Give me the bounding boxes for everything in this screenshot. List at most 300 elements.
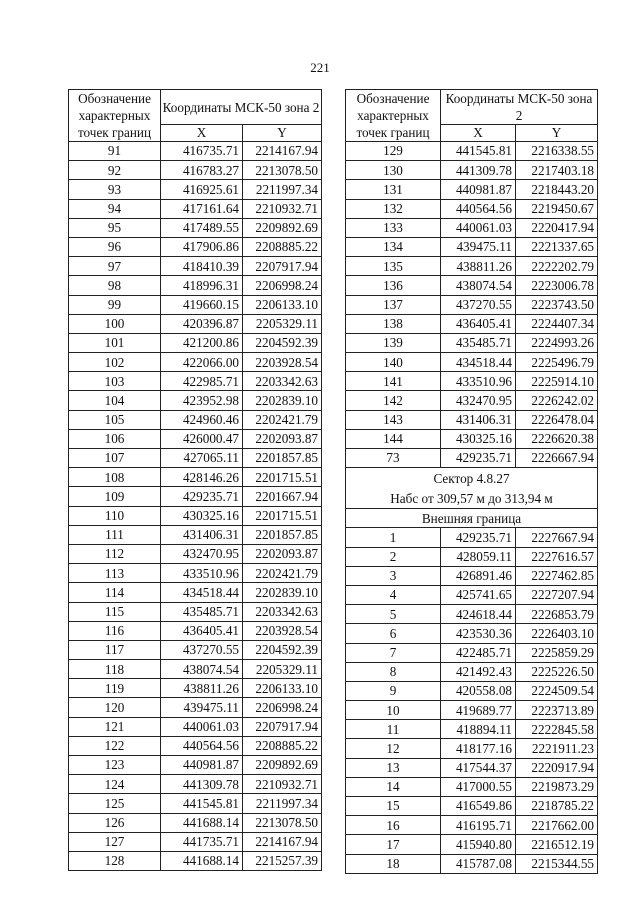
table-row xyxy=(69,564,322,583)
x-coordinate: 423530.36 xyxy=(441,624,516,643)
x-coordinate: 418894.11 xyxy=(441,720,516,739)
point-number: 3 xyxy=(346,566,441,585)
y-coordinate: 2218785.22 xyxy=(516,797,598,816)
x-coordinate: 428146.26 xyxy=(161,468,243,487)
x-coordinate: 440564.56 xyxy=(441,199,516,218)
y-coordinate: 2220917.94 xyxy=(516,758,598,777)
y-coordinate: 2226242.02 xyxy=(516,391,598,410)
point-number: 132 xyxy=(346,199,441,218)
table-row xyxy=(346,333,598,352)
point-number: 137 xyxy=(346,295,441,314)
y-coordinate: 2202421.79 xyxy=(243,410,322,429)
y-coordinate: 2211997.34 xyxy=(243,794,322,813)
point-number: 116 xyxy=(69,621,161,640)
table-row xyxy=(346,854,598,873)
x-coordinate: 434518.44 xyxy=(161,583,243,602)
table-row xyxy=(69,660,322,679)
point-number: 139 xyxy=(346,333,441,352)
y-coordinate: 2222202.79 xyxy=(516,257,598,276)
y-coordinate: 2201857.85 xyxy=(243,449,322,468)
point-number: 16 xyxy=(346,816,441,835)
x-coordinate: 415940.80 xyxy=(441,835,516,854)
point-number: 5 xyxy=(346,605,441,624)
y-coordinate: 2206133.10 xyxy=(243,295,322,314)
point-number: 105 xyxy=(69,410,161,429)
table-row xyxy=(69,851,322,870)
table-row xyxy=(69,698,322,717)
x-coordinate: 433510.96 xyxy=(161,564,243,583)
point-number: 114 xyxy=(69,583,161,602)
y-coordinate: 2202093.87 xyxy=(243,544,322,563)
sector-height-range: Набс от 309,57 м до 313,94 м xyxy=(346,488,598,509)
y-coordinate: 2213078.50 xyxy=(243,813,322,832)
point-number: 113 xyxy=(69,564,161,583)
table-row xyxy=(346,429,598,448)
table-row xyxy=(346,276,598,295)
y-coordinate: 2209892.69 xyxy=(243,218,322,237)
table-row xyxy=(346,257,598,276)
y-coordinate: 2202839.10 xyxy=(243,391,322,410)
y-coordinate: 2220417.94 xyxy=(516,218,598,237)
table-row xyxy=(346,449,598,468)
y-coordinate: 2225914.10 xyxy=(516,372,598,391)
point-number: 119 xyxy=(69,679,161,698)
y-coordinate: 2206998.24 xyxy=(243,276,322,295)
y-coordinate: 2210932.71 xyxy=(243,775,322,794)
sector-boundary-label: Внешняя граница xyxy=(346,509,598,528)
y-coordinate: 2201667.94 xyxy=(243,487,322,506)
x-coordinate: 441688.14 xyxy=(161,813,243,832)
point-number: 13 xyxy=(346,758,441,777)
point-number: 115 xyxy=(69,602,161,621)
point-number: 103 xyxy=(69,372,161,391)
table-row xyxy=(346,353,598,372)
x-coordinate: 418177.16 xyxy=(441,739,516,758)
x-coordinate: 416549.86 xyxy=(441,797,516,816)
table-row xyxy=(69,813,322,832)
right-table-body xyxy=(346,142,598,468)
point-number: 108 xyxy=(69,468,161,487)
point-number: 107 xyxy=(69,449,161,468)
y-coordinate: 2226853.79 xyxy=(516,605,598,624)
table-row xyxy=(346,528,598,547)
page-number: 221 xyxy=(310,60,330,75)
table-row xyxy=(69,276,322,295)
table-row xyxy=(69,237,322,256)
x-coordinate: 429235.71 xyxy=(161,487,243,506)
table-row xyxy=(346,180,598,199)
point-number: 95 xyxy=(69,218,161,237)
x-coordinate: 441309.78 xyxy=(441,161,516,180)
point-number: 9 xyxy=(346,681,441,700)
table-row xyxy=(346,237,598,256)
y-coordinate: 2202839.10 xyxy=(243,583,322,602)
table-row xyxy=(346,566,598,585)
point-number: 96 xyxy=(69,237,161,256)
y-coordinate: 2226403.10 xyxy=(516,624,598,643)
left-table-body xyxy=(69,142,322,871)
x-coordinate: 417161.64 xyxy=(161,199,243,218)
table-row xyxy=(346,662,598,681)
table-row xyxy=(346,199,598,218)
x-coordinate: 424960.46 xyxy=(161,410,243,429)
table-row xyxy=(69,679,322,698)
table-row xyxy=(346,295,598,314)
y-coordinate: 2218443.20 xyxy=(516,180,598,199)
table-row xyxy=(69,429,322,448)
y-coordinate: 2226478.04 xyxy=(516,410,598,429)
point-number: 138 xyxy=(346,314,441,333)
point-number: 135 xyxy=(346,257,441,276)
sector-header-block xyxy=(346,468,598,528)
x-coordinate: 415787.08 xyxy=(441,854,516,873)
point-number: 93 xyxy=(69,180,161,199)
table-row xyxy=(69,333,322,352)
table-row xyxy=(346,142,598,161)
table-row xyxy=(69,775,322,794)
designation-header: Обозначение характерных точек границ xyxy=(69,90,161,142)
x-coordinate: 421200.86 xyxy=(161,333,243,352)
point-number: 123 xyxy=(69,756,161,775)
y-coordinate: 2211997.34 xyxy=(243,180,322,199)
x-coordinate: 419660.15 xyxy=(161,295,243,314)
x-coordinate: 426000.47 xyxy=(161,429,243,448)
x-coordinate: 440981.87 xyxy=(441,180,516,199)
point-number: 141 xyxy=(346,372,441,391)
point-number: 73 xyxy=(346,449,441,468)
y-coordinate: 2219450.67 xyxy=(516,199,598,218)
point-number: 140 xyxy=(346,353,441,372)
x-coordinate: 425741.65 xyxy=(441,585,516,604)
y-coordinate: 2217662.00 xyxy=(516,816,598,835)
y-coordinate: 2207917.94 xyxy=(243,257,322,276)
x-coordinate: 441735.71 xyxy=(161,832,243,851)
table-row xyxy=(346,643,598,662)
x-coordinate: 423952.98 xyxy=(161,391,243,410)
point-number: 10 xyxy=(346,701,441,720)
table-row xyxy=(346,585,598,604)
x-coordinate: 438811.26 xyxy=(441,257,516,276)
table-row xyxy=(69,353,322,372)
coordinates-header: Координаты МСК-50 зона 2 xyxy=(441,90,598,125)
table-row xyxy=(69,525,322,544)
y-coordinate: 2201857.85 xyxy=(243,525,322,544)
x-coordinate: 436405.41 xyxy=(161,621,243,640)
point-number: 12 xyxy=(346,739,441,758)
table-row xyxy=(69,314,322,333)
table-row xyxy=(346,758,598,777)
table-row xyxy=(69,717,322,736)
x-coordinate: 418410.39 xyxy=(161,257,243,276)
table-row xyxy=(69,257,322,276)
x-coordinate: 417489.55 xyxy=(161,218,243,237)
point-number: 109 xyxy=(69,487,161,506)
y-coordinate: 2223006.78 xyxy=(516,276,598,295)
point-number: 112 xyxy=(69,544,161,563)
table-row xyxy=(346,701,598,720)
table-row xyxy=(346,835,598,854)
x-header: X xyxy=(161,125,243,142)
y-coordinate: 2208885.22 xyxy=(243,237,322,256)
x-coordinate: 439475.11 xyxy=(441,237,516,256)
point-number: 100 xyxy=(69,314,161,333)
table-row xyxy=(69,449,322,468)
x-coordinate: 424618.44 xyxy=(441,605,516,624)
y-coordinate: 2227207.94 xyxy=(516,585,598,604)
point-number: 106 xyxy=(69,429,161,448)
table-row xyxy=(346,624,598,643)
point-number: 7 xyxy=(346,643,441,662)
y-coordinate: 2208885.22 xyxy=(243,736,322,755)
point-number: 97 xyxy=(69,257,161,276)
y-coordinate: 2225496.79 xyxy=(516,353,598,372)
table-row xyxy=(69,544,322,563)
table-row xyxy=(69,199,322,218)
table-row xyxy=(346,314,598,333)
table-row xyxy=(346,410,598,429)
point-number: 125 xyxy=(69,794,161,813)
y-coordinate: 2223743.50 xyxy=(516,295,598,314)
point-number: 126 xyxy=(69,813,161,832)
y-coordinate: 2226667.94 xyxy=(516,449,598,468)
x-coordinate: 417000.55 xyxy=(441,777,516,796)
y-coordinate: 2226620.38 xyxy=(516,429,598,448)
point-number: 94 xyxy=(69,199,161,218)
x-coordinate: 433510.96 xyxy=(441,372,516,391)
point-number: 118 xyxy=(69,660,161,679)
y-coordinate: 2222845.58 xyxy=(516,720,598,739)
point-number: 99 xyxy=(69,295,161,314)
table-row xyxy=(69,832,322,851)
x-coordinate: 432470.95 xyxy=(161,544,243,563)
y-coordinate: 2204592.39 xyxy=(243,640,322,659)
table-row xyxy=(346,161,598,180)
point-number: 14 xyxy=(346,777,441,796)
x-coordinate: 435485.71 xyxy=(441,333,516,352)
x-coordinate: 441545.81 xyxy=(441,142,516,161)
table-row xyxy=(69,756,322,775)
y-coordinate: 2202421.79 xyxy=(243,564,322,583)
x-coordinate: 416195.71 xyxy=(441,816,516,835)
table-row xyxy=(346,681,598,700)
x-coordinate: 431406.31 xyxy=(161,525,243,544)
point-number: 117 xyxy=(69,640,161,659)
x-coordinate: 438074.54 xyxy=(441,276,516,295)
y-coordinate: 2217403.18 xyxy=(516,161,598,180)
point-number: 15 xyxy=(346,797,441,816)
point-number: 122 xyxy=(69,736,161,755)
point-number: 6 xyxy=(346,624,441,643)
table-row xyxy=(69,487,322,506)
y-coordinate: 2214167.94 xyxy=(243,142,322,161)
x-coordinate: 435485.71 xyxy=(161,602,243,621)
x-coordinate: 438074.54 xyxy=(161,660,243,679)
y-coordinate: 2224509.54 xyxy=(516,681,598,700)
point-number: 2 xyxy=(346,547,441,566)
y-coordinate: 2216338.55 xyxy=(516,142,598,161)
x-coordinate: 430325.16 xyxy=(441,429,516,448)
x-coordinate: 422066.00 xyxy=(161,353,243,372)
table-row xyxy=(346,720,598,739)
y-coordinate: 2215257.39 xyxy=(243,851,322,870)
y-coordinate: 2215344.55 xyxy=(516,854,598,873)
sector-title: Сектор 4.8.27 xyxy=(346,468,598,489)
y-header: Y xyxy=(243,125,322,142)
table-row xyxy=(69,410,322,429)
y-coordinate: 2205329.11 xyxy=(243,314,322,333)
y-coordinate: 2225226.50 xyxy=(516,662,598,681)
x-coordinate: 419689.77 xyxy=(441,701,516,720)
table-row xyxy=(69,621,322,640)
y-coordinate: 2204592.39 xyxy=(243,333,322,352)
x-coordinate: 422985.71 xyxy=(161,372,243,391)
point-number: 110 xyxy=(69,506,161,525)
y-coordinate: 2224407.34 xyxy=(516,314,598,333)
point-number: 8 xyxy=(346,662,441,681)
table-row xyxy=(69,161,322,180)
point-number: 104 xyxy=(69,391,161,410)
x-coordinate: 429235.71 xyxy=(441,528,516,547)
point-number: 121 xyxy=(69,717,161,736)
point-number: 92 xyxy=(69,161,161,180)
x-coordinate: 418996.31 xyxy=(161,276,243,295)
x-coordinate: 440981.87 xyxy=(161,756,243,775)
point-number: 136 xyxy=(346,276,441,295)
y-coordinate: 2216512.19 xyxy=(516,835,598,854)
coordinates-table-right xyxy=(345,89,598,874)
table-row xyxy=(69,602,322,621)
y-coordinate: 2201715.51 xyxy=(243,468,322,487)
table-row xyxy=(346,547,598,566)
y-coordinate: 2221337.65 xyxy=(516,237,598,256)
coordinates-header: Координаты МСК-50 зона 2 xyxy=(161,90,322,125)
x-coordinate: 417544.37 xyxy=(441,758,516,777)
y-coordinate: 2205329.11 xyxy=(243,660,322,679)
x-coordinate: 432470.95 xyxy=(441,391,516,410)
y-coordinate: 2209892.69 xyxy=(243,756,322,775)
y-coordinate: 2223713.89 xyxy=(516,701,598,720)
x-coordinate: 416925.61 xyxy=(161,180,243,199)
designation-header: Обозначение характерных точек границ xyxy=(346,90,441,142)
point-number: 127 xyxy=(69,832,161,851)
x-coordinate: 427065.11 xyxy=(161,449,243,468)
x-coordinate: 434518.44 xyxy=(441,353,516,372)
table-row xyxy=(346,797,598,816)
y-coordinate: 2207917.94 xyxy=(243,717,322,736)
table-row xyxy=(69,180,322,199)
x-coordinate: 440564.56 xyxy=(161,736,243,755)
y-coordinate: 2219873.29 xyxy=(516,777,598,796)
table-row xyxy=(346,739,598,758)
point-number: 131 xyxy=(346,180,441,199)
y-coordinate: 2206998.24 xyxy=(243,698,322,717)
point-number: 120 xyxy=(69,698,161,717)
y-coordinate: 2201715.51 xyxy=(243,506,322,525)
point-number: 144 xyxy=(346,429,441,448)
x-coordinate: 439475.11 xyxy=(161,698,243,717)
point-number: 142 xyxy=(346,391,441,410)
point-number: 91 xyxy=(69,142,161,161)
table-row xyxy=(346,816,598,835)
x-coordinate: 416783.27 xyxy=(161,161,243,180)
x-header: X xyxy=(441,125,516,142)
table-row xyxy=(69,142,322,161)
point-number: 98 xyxy=(69,276,161,295)
x-coordinate: 438811.26 xyxy=(161,679,243,698)
y-header: Y xyxy=(516,125,598,142)
y-coordinate: 2224993.26 xyxy=(516,333,598,352)
point-number: 17 xyxy=(346,835,441,854)
point-number: 124 xyxy=(69,775,161,794)
table-row xyxy=(69,794,322,813)
x-coordinate: 416735.71 xyxy=(161,142,243,161)
x-coordinate: 431406.31 xyxy=(441,410,516,429)
y-coordinate: 2210932.71 xyxy=(243,199,322,218)
x-coordinate: 430325.16 xyxy=(161,506,243,525)
point-number: 1 xyxy=(346,528,441,547)
y-coordinate: 2203928.54 xyxy=(243,353,322,372)
point-number: 111 xyxy=(69,525,161,544)
table-row xyxy=(69,506,322,525)
point-number: 128 xyxy=(69,851,161,870)
table-row xyxy=(346,218,598,237)
x-coordinate: 436405.41 xyxy=(441,314,516,333)
table-row xyxy=(69,372,322,391)
y-coordinate: 2227462.85 xyxy=(516,566,598,585)
y-coordinate: 2203342.63 xyxy=(243,602,322,621)
table-row xyxy=(69,640,322,659)
coordinates-table-left xyxy=(68,89,322,871)
table-row xyxy=(346,777,598,796)
table-row xyxy=(69,583,322,602)
point-number: 130 xyxy=(346,161,441,180)
point-number: 18 xyxy=(346,854,441,873)
y-coordinate: 2225859.29 xyxy=(516,643,598,662)
x-coordinate: 421492.43 xyxy=(441,662,516,681)
x-coordinate: 440061.03 xyxy=(161,717,243,736)
sector-table-body xyxy=(346,528,598,873)
x-coordinate: 441688.14 xyxy=(161,851,243,870)
x-coordinate: 422485.71 xyxy=(441,643,516,662)
x-coordinate: 420558.08 xyxy=(441,681,516,700)
table-row xyxy=(69,218,322,237)
point-number: 133 xyxy=(346,218,441,237)
point-number: 101 xyxy=(69,333,161,352)
table-row xyxy=(346,391,598,410)
x-coordinate: 428059.11 xyxy=(441,547,516,566)
y-coordinate: 2227667.94 xyxy=(516,528,598,547)
table-row xyxy=(346,605,598,624)
point-number: 4 xyxy=(346,585,441,604)
point-number: 129 xyxy=(346,142,441,161)
y-coordinate: 2202093.87 xyxy=(243,429,322,448)
point-number: 102 xyxy=(69,353,161,372)
y-coordinate: 2227616.57 xyxy=(516,547,598,566)
table-row xyxy=(69,736,322,755)
x-coordinate: 426891.46 xyxy=(441,566,516,585)
x-coordinate: 437270.55 xyxy=(441,295,516,314)
table-row xyxy=(69,468,322,487)
point-number: 134 xyxy=(346,237,441,256)
y-coordinate: 2203928.54 xyxy=(243,621,322,640)
x-coordinate: 440061.03 xyxy=(441,218,516,237)
y-coordinate: 2214167.94 xyxy=(243,832,322,851)
table-row xyxy=(346,372,598,391)
point-number: 11 xyxy=(346,720,441,739)
table-row xyxy=(69,391,322,410)
x-coordinate: 441309.78 xyxy=(161,775,243,794)
y-coordinate: 2203342.63 xyxy=(243,372,322,391)
